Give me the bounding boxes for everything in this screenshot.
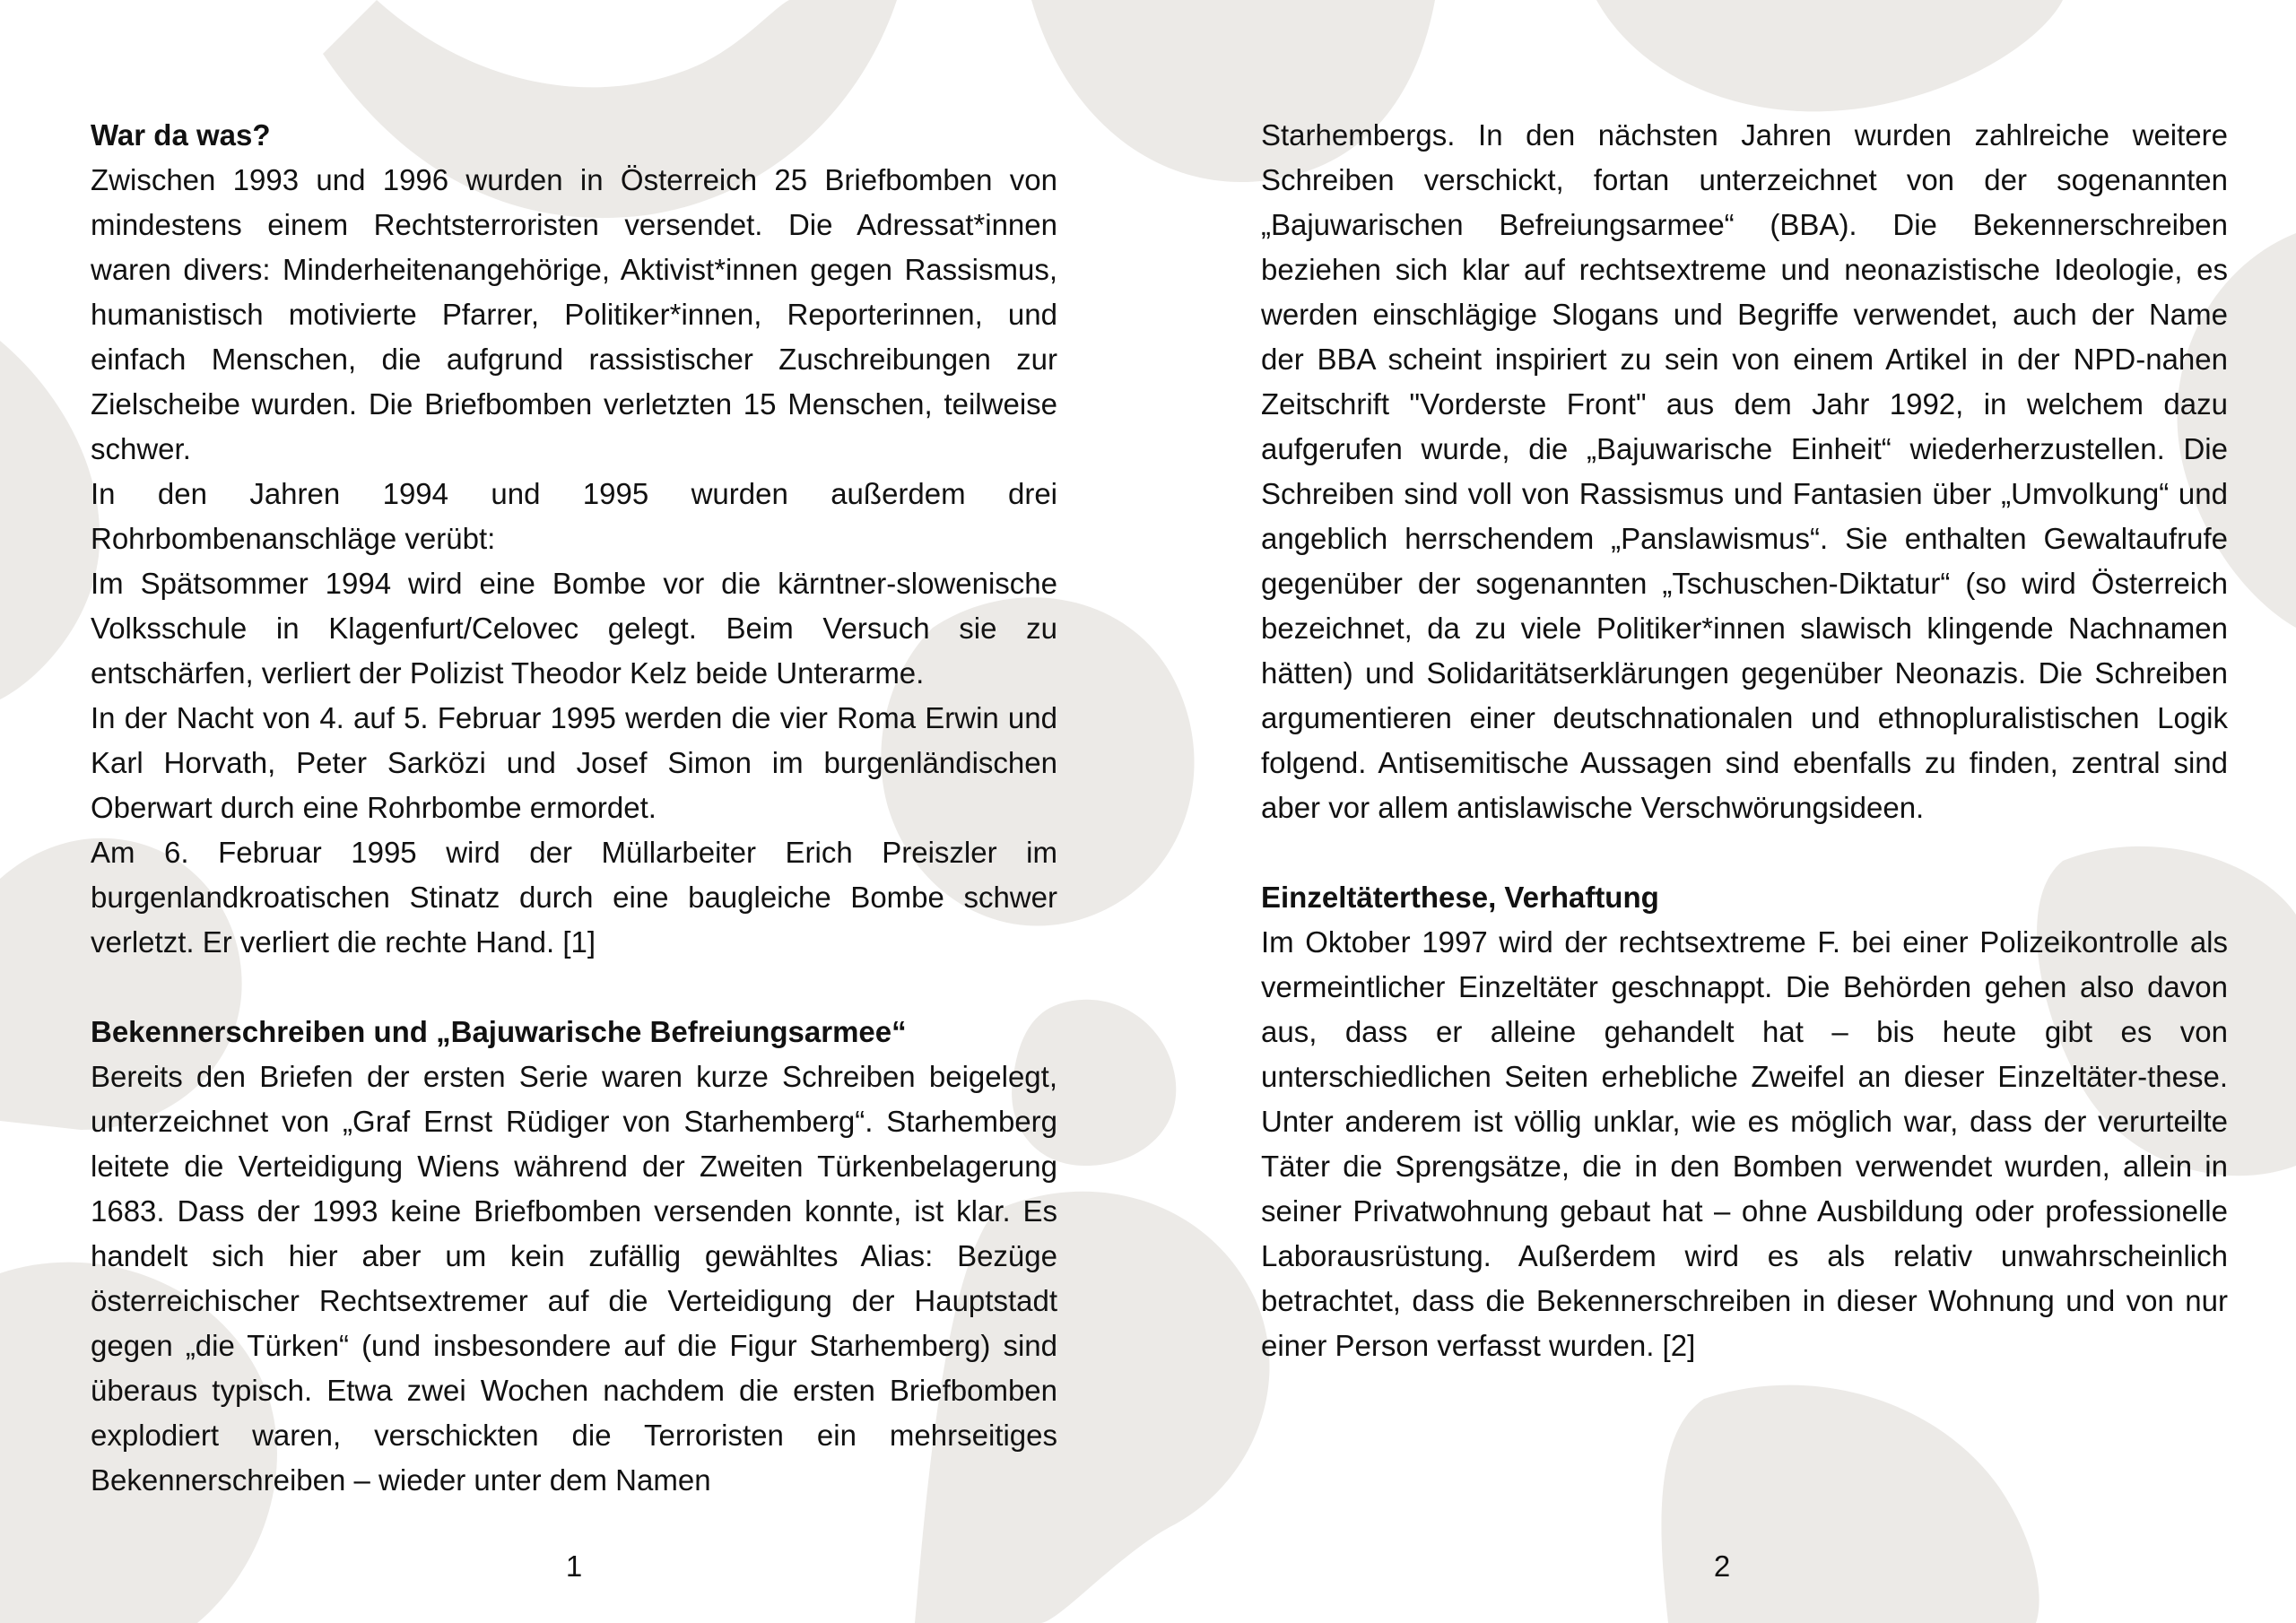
paragraph-starhemberg: Bereits den Briefen der ersten Serie waren kurze Schreiben beigelegt, unterzeichnet von „Graf Ernst Rüdiger von Starhemberg“. Starhemberg leitete die Verteidigung Wiens während der Zweiten Türkenbelagerung 1683. Dass der 1993 keine Briefbomben versenden konnte, ist klar. Es handelt sich hier aber um kein zufällig gewähltes Alias: Bezüge österreichischer Rechtsextremer auf die Verteidigung der Hauptstadt gegen „die Türken“ (und insbesondere auf die Figur Starhemberg) sind überaus typisch. Etwa zwei Wochen nachdem die ersten Briefbomben explodiert waren, verschickten die Terroristen ein mehrseitiges Bekennerschreiben – wieder unter dem Namen — [91, 1060, 1057, 1497]
page-2 — [1148, 0, 2296, 1623]
paragraph-verhaftung: Im Oktober 1997 wird der rechtsextreme F. bei einer Polizeikontrolle als vermeintlicher Einzeltäter geschnappt. Die Behörden gehen also davon aus, dass er alleine gehandelt hat – bis heute gibt es von unterschiedlichen Seiten erhebliche Zweifel an dieser Einzeltäter-these. Unter anderem ist völlig unklar, wie es möglich war, dass der verurteilte Täter die Sprengsätze, die in den Bomben verwendet wurden, allein in seiner Privatwohnung gebaut hat – ohne Ausbildung oder professionelle Laborausrüstung. Außerdem wird es als relativ unwahrscheinlich betrachtet, dass die Bekennerschreiben in dieser Wohnung und von nur einer Person verfasst wurden. [2] — [1261, 925, 2228, 1362]
page-1-text-column — [91, 113, 1057, 1503]
section-heading-war-da-was: War da was? — [91, 118, 271, 152]
paragraph-klagenfurt: Im Spätsommer 1994 wird eine Bombe vor die kärntner-slowenische Volksschule in Klagenfurt/Celovec gelegt. Beim Versuch sie zu entschärfen, verliert der Polizist Theodor Kelz beide Unterarme. — [91, 567, 1057, 690]
section-heading-bekennerschreiben: Bekennerschreiben und „Bajuwarische Befreiungsarmee“ — [91, 1015, 907, 1048]
paragraph-oberwart: In der Nacht von 4. auf 5. Februar 1995 werden die vier Roma Erwin und Karl Horvath, Peter Sarközi und Josef Simon im burgenländischen Oberwart durch eine Rohrbombe ermordet. — [91, 701, 1057, 824]
paragraph-intro: Zwischen 1993 und 1996 wurden in Österreich 25 Briefbomben von mindestens einem Rechtsterroristen versendet. Die Adressat*innen waren divers: Minderheitenangehörige, Aktivist*innen gegen Rassismus, humanistisch motivierte Pfarrer, Politiker*innen, Reporterinnen, und einfach Menschen, die aufgrund rassistischer Zuschreibungen zur Zielscheibe wurden. Die Briefbomben verletzten 15 Menschen, teilweise schwer. — [91, 163, 1057, 465]
paragraph-gap — [91, 965, 1057, 1010]
page-number: 1 — [565, 1549, 583, 1583]
page-2-text-column — [1261, 113, 2228, 1368]
section-heading-einzeltaeterthese: Einzeltäterthese, Verhaftung — [1261, 881, 1659, 914]
paragraph-stinatz: Am 6. Februar 1995 wird der Müllarbeiter Erich Preiszler im burgenlandkroatischen Stinatz durch eine baugleiche Bombe schwer verletzt. Er verliert die rechte Hand. [1] — [91, 836, 1057, 959]
paragraph-rohrbomben: In den Jahren 1994 und 1995 wurden außerdem drei Rohrbombenanschläge verübt: — [91, 477, 1057, 555]
paragraph-bba: Starhembergs. In den nächsten Jahren wurden zahlreiche weitere Schreiben verschickt, fortan unterzeichnet von der sogenannten „Bajuwarischen Befreiungsarmee“ (BBA). Die Bekennerschreiben beziehen sich klar auf rechtsextreme und neonazistische Ideologie, es werden einschlägige Slogans und Begriffe verwendet, auch der Name der BBA scheint inspiriert zu sein von einem Artikel in der NPD-nahen Zeitschrift "Vorderste Front" aus dem Jahr 1992, in welchem dazu aufgerufen wurde, die „Bajuwarische Einheit“ wiederherzustellen. Die Schreiben sind voll von Rassismus und Fantasien über „Umvolkung“ und angeblich herrschendem „Panslawismus“. Sie enthalten Gewaltaufrufe gegenüber der sogenannten „Tschuschen-Diktatur“ (so wird Österreich bezeichnet, da zu viele Politiker*innen slawisch klingende Nachnamen hätten) und Solidaritätserklärungen gegenüber Neonazis. Die Schreiben argumentieren einer deutschnationalen und ethnopluralistischen Logik folgend. Antisemitische Aussagen sind ebenfalls zu finden, zentral sind aber vor allem antislawische Verschwörungsideen. — [1261, 118, 2228, 824]
paragraph-gap — [1261, 830, 2228, 875]
page-number: 2 — [1713, 1549, 1731, 1583]
